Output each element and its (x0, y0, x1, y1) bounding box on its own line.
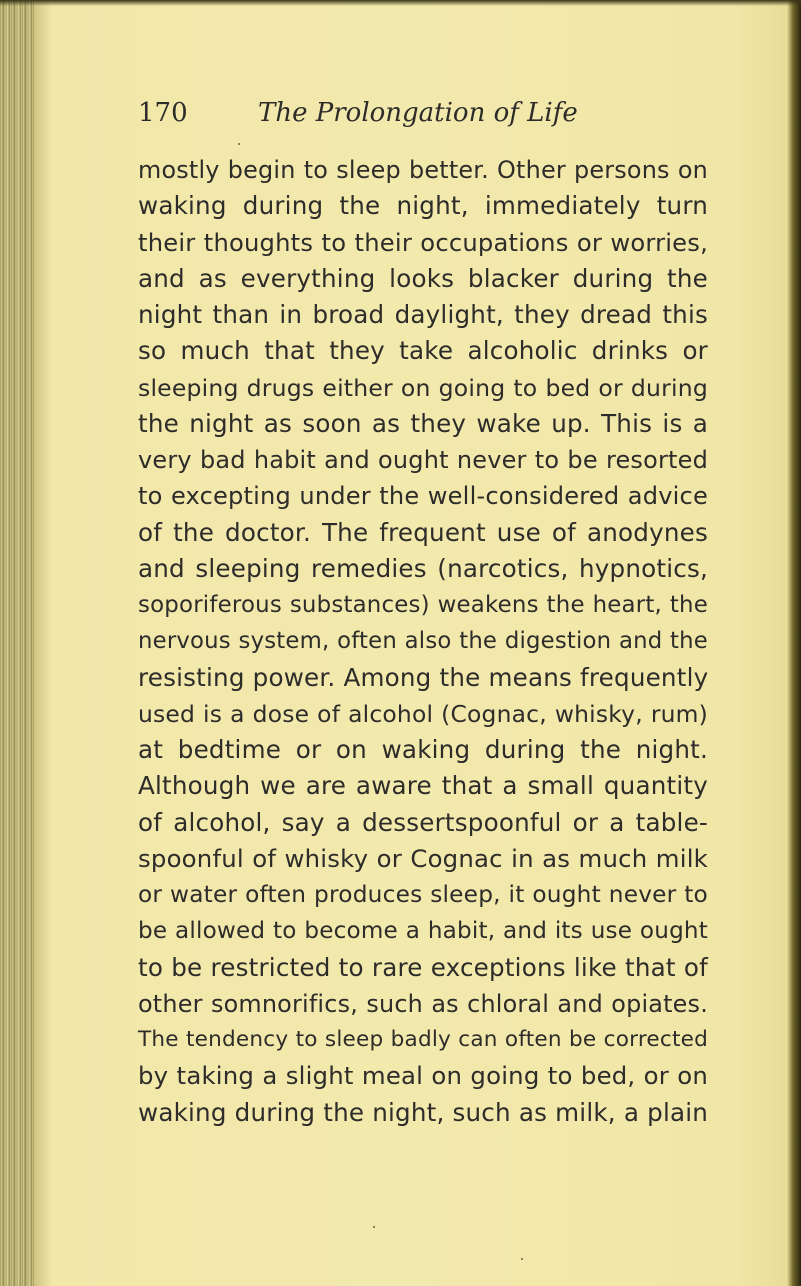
book-gutter (0, 0, 34, 1286)
running-head (138, 98, 698, 128)
page-number: 170 (138, 98, 188, 128)
text-line: of alcohol, say a dessertspoonful or a table- (138, 807, 708, 837)
text-line: sleeping drugs either on going to bed or during (138, 373, 708, 402)
text-line: soporiferous substances) weakens the heart, the (138, 592, 708, 618)
text-line: The tendency to sleep badly can often be corrected (138, 1027, 708, 1052)
paper-speck (373, 1226, 375, 1228)
running-title: The Prolongation of Life (258, 98, 578, 128)
text-line: night than in broad daylight, they dread this (138, 300, 708, 329)
text-line: and sleeping remedies (narcotics, hypnotics, (138, 553, 708, 583)
text-line: by taking a slight meal on going to bed, or on (138, 1061, 708, 1091)
top-edge-shadow (0, 0, 801, 6)
text-line: to excepting under the well-considered advice (138, 482, 708, 511)
text-line: or water often produces sleep, it ought never to (138, 881, 708, 908)
text-line: waking during the night, immediately turn (138, 191, 708, 221)
text-line: spoonful of whisky or Cognac in as much milk (138, 843, 708, 873)
text-line: resisting power. Among the means frequently (138, 662, 709, 692)
text-line: Although we are aware that a small quantity (138, 771, 708, 801)
text-line: their thoughts to their occupations or worries, (138, 228, 708, 257)
paper-speck (521, 1258, 523, 1260)
text-line: very bad habit and ought never to be resorted (138, 446, 708, 474)
text-line: the night as soon as they wake up. This is a (138, 408, 708, 438)
page-edge-shadow (787, 0, 801, 1286)
text-line: other somnorifics, such as chloral and opiates. (138, 989, 708, 1018)
text-line: and as everything looks blacker during the (138, 263, 708, 293)
text-line: used is a dose of alcohol (Cognac, whisky, rum) (138, 699, 708, 728)
text-line: to be restricted to rare exceptions like that of (138, 952, 708, 982)
body-text (138, 152, 708, 1131)
text-line: mostly begin to sleep better. Other persons on (138, 156, 708, 184)
text-line: waking during the night, such as milk, a plain (138, 1097, 709, 1127)
text-line: so much that they take alcoholic drinks or (138, 336, 708, 366)
paper-speck (238, 143, 240, 145)
text-line: nervous system, often also the digestion and the (138, 628, 708, 655)
gutter-shadow (34, 0, 52, 1286)
text-line: at bedtime or on waking during the night. (138, 735, 708, 764)
text-line: of the doctor. The frequent use of anodynes (138, 517, 708, 547)
text-line: be allowed to become a habit, and its use ought (138, 918, 708, 945)
